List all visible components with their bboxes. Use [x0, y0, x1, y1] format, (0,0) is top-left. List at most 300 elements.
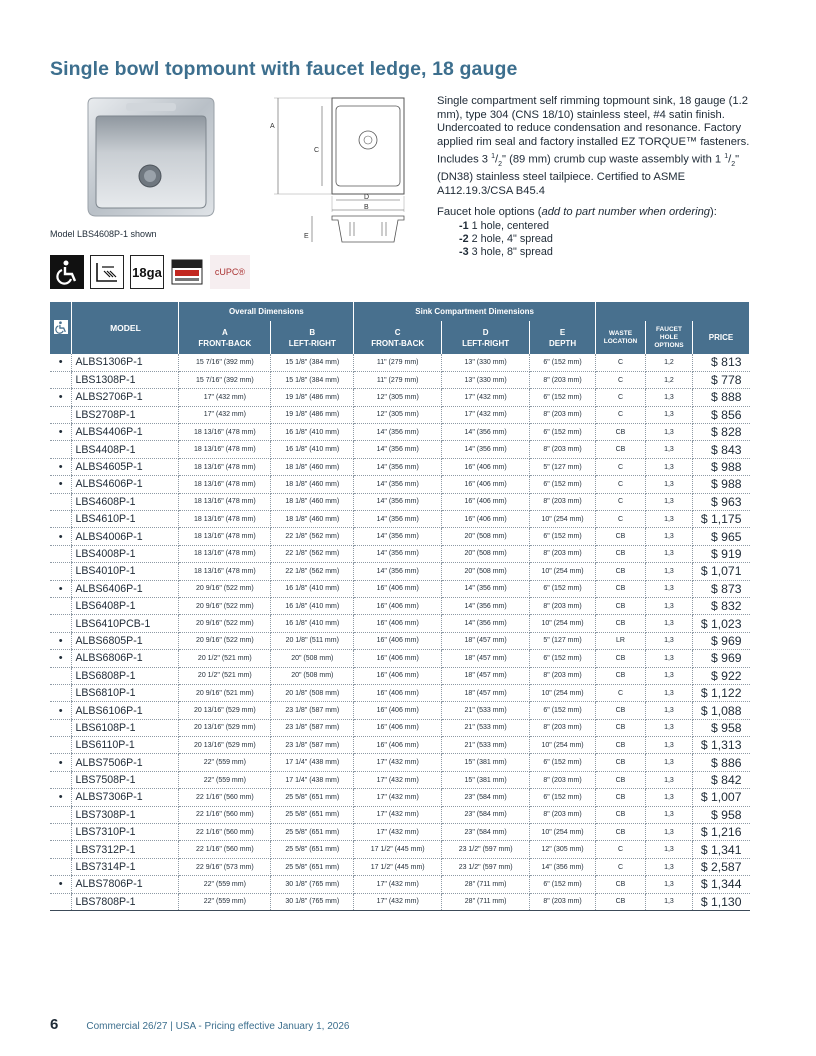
left-right-cell: 22 1/8" (562 mm): [271, 545, 354, 562]
table-row: [50, 389, 750, 406]
sink-left-right-cell: 18" (457 mm): [442, 650, 530, 667]
left-right-cell: 19 1/8" (486 mm): [271, 406, 354, 423]
table-row: [50, 806, 750, 823]
front-back-cell: 20 13/16" (529 mm): [179, 702, 271, 719]
ada-marker: [50, 737, 72, 754]
front-back-cell: 20 1/2" (521 mm): [179, 667, 271, 684]
front-back-cell: 15 7/16" (392 mm): [179, 371, 271, 388]
depth-cell: 8" (203 mm): [530, 719, 596, 736]
ada-marker: [50, 893, 72, 910]
depth-cell: 6" (152 mm): [530, 580, 596, 597]
faucet-holes-cell: 1,3: [645, 702, 692, 719]
ada-marker: [50, 824, 72, 841]
model-cell: LBS6108P-1: [72, 719, 179, 736]
ada-column-header: [50, 302, 72, 354]
model-cell: LBS4010P-1: [72, 563, 179, 580]
table-row: [50, 458, 750, 475]
sink-front-back-cell: 17" (432 mm): [354, 771, 442, 788]
model-cell: LBS7808P-1: [72, 893, 179, 910]
front-back-cell: 18 13/16" (478 mm): [179, 493, 271, 510]
front-back-cell: 22" (559 mm): [179, 876, 271, 893]
left-right-cell: 16 1/8" (410 mm): [271, 424, 354, 441]
ada-marker: •: [50, 424, 72, 441]
depth-cell: 6" (152 mm): [530, 876, 596, 893]
price-cell: $ 1,007: [692, 789, 749, 806]
sink-front-back-cell: 17" (432 mm): [354, 876, 442, 893]
faucet-option: -2 2 hole, 4" spread: [459, 233, 553, 245]
depth-cell: 10" (254 mm): [530, 563, 596, 580]
sink-front-back-cell: 11" (279 mm): [354, 354, 442, 371]
depth-cell: 8" (203 mm): [530, 771, 596, 788]
dim-label-d: D: [364, 194, 370, 201]
ada-marker: [50, 719, 72, 736]
price-cell: $ 958: [692, 806, 749, 823]
sink-left-right-cell: 21" (533 mm): [442, 719, 530, 736]
model-cell: ALBS4605P-1: [72, 458, 179, 475]
sink-left-right-cell: 18" (457 mm): [442, 667, 530, 684]
sink-left-right-cell: 16" (406 mm): [442, 476, 530, 493]
price-cell: $ 988: [692, 458, 749, 475]
sink-left-right-cell: 18" (457 mm): [442, 684, 530, 701]
waste-location-cell: C: [596, 458, 646, 475]
sink-front-back-cell: 16" (406 mm): [354, 632, 442, 649]
depth-cell: 10" (254 mm): [530, 615, 596, 632]
depth-cell: 14" (356 mm): [530, 858, 596, 875]
ada-marker: [50, 493, 72, 510]
left-right-cell: 18 1/8" (460 mm): [271, 458, 354, 475]
table-row: [50, 824, 750, 841]
dimension-diagram: [262, 92, 422, 252]
price-cell: $ 832: [692, 597, 749, 614]
specification-table: [50, 302, 750, 911]
front-back-cell: 22" (559 mm): [179, 754, 271, 771]
ada-marker: •: [50, 580, 72, 597]
sink-left-right-cell: 21" (533 mm): [442, 737, 530, 754]
price-cell: $ 813: [692, 354, 749, 371]
sink-front-back-cell: 11" (279 mm): [354, 371, 442, 388]
gauge-badge: 18ga: [130, 255, 164, 289]
sink-front-back-cell: 14" (356 mm): [354, 441, 442, 458]
sink-front-back-cell: 14" (356 mm): [354, 493, 442, 510]
faucet-holes-cell: 1,3: [645, 771, 692, 788]
waste-location-cell: CB: [596, 893, 646, 910]
depth-cell: 6" (152 mm): [530, 424, 596, 441]
depth-cell: 8" (203 mm): [530, 545, 596, 562]
faucet-holes-cell: 1,3: [645, 389, 692, 406]
waste-location-cell: CB: [596, 563, 646, 580]
faucet-holes-cell: 1,3: [645, 876, 692, 893]
ada-marker: [50, 858, 72, 875]
sink-left-right-cell: 21" (533 mm): [442, 702, 530, 719]
table-row: [50, 615, 750, 632]
front-back-cell: 18 13/16" (478 mm): [179, 476, 271, 493]
left-right-cell: 17 1/4" (438 mm): [271, 754, 354, 771]
front-back-cell: 20 9/16" (521 mm): [179, 684, 271, 701]
front-back-cell: 18 13/16" (478 mm): [179, 545, 271, 562]
faucet-holes-cell: 1,3: [645, 893, 692, 910]
model-cell: ALBS7306P-1: [72, 789, 179, 806]
price-cell: $ 1,088: [692, 702, 749, 719]
ada-marker: •: [50, 354, 72, 371]
model-cell: ALBS6106P-1: [72, 702, 179, 719]
faucet-holes-cell: 1,3: [645, 667, 692, 684]
table-row: [50, 632, 750, 649]
model-cell: ALBS6406P-1: [72, 580, 179, 597]
front-back-cell: 20 13/16" (529 mm): [179, 719, 271, 736]
depth-cell: 8" (203 mm): [530, 597, 596, 614]
front-back-cell: 22" (559 mm): [179, 893, 271, 910]
waste-location-cell: CB: [596, 424, 646, 441]
depth-cell: 10" (254 mm): [530, 737, 596, 754]
model-cell: LBS2708P-1: [72, 406, 179, 423]
sink-left-right-cell: 28" (711 mm): [442, 876, 530, 893]
sink-left-right-cell: 14" (356 mm): [442, 441, 530, 458]
dim-label-c: C: [314, 147, 320, 154]
sink-left-right-cell: 13" (330 mm): [442, 371, 530, 388]
ada-marker: [50, 667, 72, 684]
left-right-cell: 16 1/8" (410 mm): [271, 597, 354, 614]
sink-front-back-cell: 17 1/2" (445 mm): [354, 858, 442, 875]
faucet-holes-cell: 1,3: [645, 754, 692, 771]
faucet-holes-cell: 1,3: [645, 493, 692, 510]
table-row: [50, 406, 750, 423]
price-cell: $ 886: [692, 754, 749, 771]
table-row: [50, 771, 750, 788]
column-header-waste: WASTE LOCATION: [596, 321, 646, 354]
sink-left-right-cell: 14" (356 mm): [442, 615, 530, 632]
waste-location-cell: LR: [596, 632, 646, 649]
sink-front-back-cell: 16" (406 mm): [354, 737, 442, 754]
table-row: [50, 876, 750, 893]
sink-left-right-cell: 14" (356 mm): [442, 597, 530, 614]
model-cell: LBS6808P-1: [72, 667, 179, 684]
price-cell: $ 843: [692, 441, 749, 458]
faucet-holes-cell: 1,3: [645, 615, 692, 632]
product-description: Single compartment self rimming topmount sink, 18 gauge (1.2 mm), type 304 (CNS 18/10) stainless steel, #4 satin finish. Undercoated to reduce condensation and resonance. Factory applied rim seal and factory installed EZ TORQUE™ fasteners. Includes 3 $^1/_2$" (89 mm) crumb cup waste assembly with 1 $^1/_2$" (DN38) stainless steel tailpiece. Certified to ASME A112.19.3/CSA B45.4: [437, 95, 750, 198]
waste-location-cell: CB: [596, 650, 646, 667]
waste-location-cell: C: [596, 406, 646, 423]
depth-cell: 6" (152 mm): [530, 650, 596, 667]
waste-location-cell: CB: [596, 737, 646, 754]
column-header-model: MODEL: [72, 302, 179, 354]
column-header-e: E DEPTH: [530, 321, 596, 354]
sink-front-back-cell: 12" (305 mm): [354, 406, 442, 423]
sink-left-right-cell: 14" (356 mm): [442, 424, 530, 441]
faucet-holes-cell: 1,3: [645, 528, 692, 545]
left-right-cell: 25 5/8" (651 mm): [271, 858, 354, 875]
waste-location-cell: CB: [596, 580, 646, 597]
left-right-cell: 22 1/8" (562 mm): [271, 563, 354, 580]
price-cell: $ 969: [692, 650, 749, 667]
left-right-cell: 16 1/8" (410 mm): [271, 615, 354, 632]
ada-marker: •: [50, 876, 72, 893]
sink-front-back-cell: 14" (356 mm): [354, 528, 442, 545]
faucet-holes-cell: 1,2: [645, 371, 692, 388]
left-right-cell: 25 5/8" (651 mm): [271, 841, 354, 858]
page-title: Single bowl topmount with faucet ledge, 18 gauge: [50, 58, 518, 80]
faucet-holes-cell: 1,3: [645, 824, 692, 841]
left-right-cell: 20" (508 mm): [271, 667, 354, 684]
table-row: [50, 650, 750, 667]
sink-front-back-cell: 16" (406 mm): [354, 684, 442, 701]
table-row: [50, 371, 750, 388]
waste-location-cell: CB: [596, 615, 646, 632]
faucet-holes-cell: 1,3: [645, 841, 692, 858]
depth-cell: 6" (152 mm): [530, 754, 596, 771]
ada-marker: [50, 597, 72, 614]
sink-front-back-cell: 14" (356 mm): [354, 563, 442, 580]
sink-front-back-cell: 14" (356 mm): [354, 511, 442, 528]
waste-location-cell: C: [596, 476, 646, 493]
left-right-cell: 30 1/8" (765 mm): [271, 893, 354, 910]
table-row: [50, 493, 750, 510]
table-row: [50, 702, 750, 719]
left-right-cell: 17 1/4" (438 mm): [271, 771, 354, 788]
table-row: [50, 754, 750, 771]
price-cell: $ 842: [692, 771, 749, 788]
ada-marker: •: [50, 789, 72, 806]
model-cell: ALBS2706P-1: [72, 389, 179, 406]
price-cell: $ 2,587: [692, 858, 749, 875]
faucet-holes-cell: 1,3: [645, 424, 692, 441]
column-header-price: PRICE: [692, 321, 749, 354]
faucet-holes-cell: 1,3: [645, 632, 692, 649]
price-cell: $ 1,071: [692, 563, 749, 580]
table-row: [50, 545, 750, 562]
price-cell: $ 1,344: [692, 876, 749, 893]
ada-marker: •: [50, 458, 72, 475]
table-row: [50, 667, 750, 684]
waste-location-cell: CB: [596, 528, 646, 545]
depth-cell: 8" (203 mm): [530, 406, 596, 423]
price-cell: $ 778: [692, 371, 749, 388]
faucet-option: -3 3 hole, 8" spread: [459, 246, 553, 259]
left-right-cell: 19 1/8" (486 mm): [271, 389, 354, 406]
sink-front-back-cell: 17" (432 mm): [354, 824, 442, 841]
ada-marker: [50, 563, 72, 580]
model-cell: ALBS4606P-1: [72, 476, 179, 493]
photo-caption: Model LBS4608P-1 shown: [50, 229, 157, 239]
faucet-holes-cell: 1,3: [645, 597, 692, 614]
faucet-holes-cell: 1,3: [645, 789, 692, 806]
left-right-cell: 25 5/8" (651 mm): [271, 789, 354, 806]
price-cell: $ 888: [692, 389, 749, 406]
sink-front-back-cell: 16" (406 mm): [354, 719, 442, 736]
upc-certification-badge: cUPC®: [210, 255, 250, 289]
sink-left-right-cell: 13" (330 mm): [442, 354, 530, 371]
faucet-hole-options: Faucet hole options (add to part number when ordering): -1 1 hole, centered -2 2 hole, 4" spread -3 3 hole, 8" spread: [437, 206, 759, 260]
model-cell: ALBS7506P-1: [72, 754, 179, 771]
depth-cell: 10" (254 mm): [530, 684, 596, 701]
table-row: [50, 424, 750, 441]
ada-marker: [50, 615, 72, 632]
depth-cell: 12" (305 mm): [530, 841, 596, 858]
waste-location-cell: C: [596, 354, 646, 371]
table-row: [50, 737, 750, 754]
table-row: [50, 789, 750, 806]
waste-location-cell: CB: [596, 771, 646, 788]
ada-marker: [50, 771, 72, 788]
left-right-cell: 15 1/8" (384 mm): [271, 354, 354, 371]
sink-left-right-cell: 17" (432 mm): [442, 389, 530, 406]
faucet-holes-cell: 1,3: [645, 441, 692, 458]
front-back-cell: 18 13/16" (478 mm): [179, 424, 271, 441]
ada-marker: •: [50, 754, 72, 771]
waste-location-cell: CB: [596, 702, 646, 719]
model-cell: ALBS6805P-1: [72, 632, 179, 649]
left-right-cell: 25 5/8" (651 mm): [271, 806, 354, 823]
front-back-cell: 22 9/16" (573 mm): [179, 858, 271, 875]
front-back-cell: 17" (432 mm): [179, 389, 271, 406]
waste-location-cell: CB: [596, 824, 646, 841]
faucet-holes-cell: 1,3: [645, 580, 692, 597]
sink-front-back-cell: 16" (406 mm): [354, 580, 442, 597]
waste-location-cell: CB: [596, 441, 646, 458]
depth-cell: 5" (127 mm): [530, 632, 596, 649]
price-cell: $ 828: [692, 424, 749, 441]
depth-cell: 6" (152 mm): [530, 476, 596, 493]
left-right-cell: 22 1/8" (562 mm): [271, 528, 354, 545]
ledge-profile-icon: [90, 255, 124, 289]
left-right-cell: 16 1/8" (410 mm): [271, 580, 354, 597]
left-right-cell: 30 1/8" (765 mm): [271, 876, 354, 893]
sink-front-back-cell: 16" (406 mm): [354, 650, 442, 667]
waste-location-cell: CB: [596, 545, 646, 562]
left-right-cell: 16 1/8" (410 mm): [271, 441, 354, 458]
sink-left-right-cell: 18" (457 mm): [442, 632, 530, 649]
left-right-cell: 18 1/8" (460 mm): [271, 476, 354, 493]
price-cell: $ 856: [692, 406, 749, 423]
front-back-cell: 18 13/16" (478 mm): [179, 441, 271, 458]
price-cell: $ 969: [692, 632, 749, 649]
depth-cell: 5" (127 mm): [530, 458, 596, 475]
faucet-holes-cell: 1,3: [645, 684, 692, 701]
ada-wheelchair-icon: [50, 255, 84, 289]
dim-label-b: B: [364, 204, 369, 211]
waste-location-cell: C: [596, 841, 646, 858]
ada-marker: [50, 841, 72, 858]
front-back-cell: 18 13/16" (478 mm): [179, 528, 271, 545]
model-cell: ALBS4006P-1: [72, 528, 179, 545]
sink-front-back-cell: 14" (356 mm): [354, 458, 442, 475]
dim-label-a: A: [270, 123, 275, 130]
model-cell: LBS7314P-1: [72, 858, 179, 875]
table-row: [50, 580, 750, 597]
price-cell: $ 958: [692, 719, 749, 736]
sink-left-right-cell: 23 1/2" (597 mm): [442, 841, 530, 858]
faucet-holes-cell: 1,3: [645, 650, 692, 667]
waste-location-cell: C: [596, 371, 646, 388]
depth-cell: 6" (152 mm): [530, 389, 596, 406]
model-cell: LBS6410PCB-1: [72, 615, 179, 632]
faucet-holes-cell: 1,3: [645, 719, 692, 736]
group-header-sink: Sink Compartment Dimensions: [354, 302, 596, 321]
model-cell: LBS7312P-1: [72, 841, 179, 858]
table-row: [50, 476, 750, 493]
sink-left-right-cell: 14" (356 mm): [442, 580, 530, 597]
model-cell: ALBS6806P-1: [72, 650, 179, 667]
waste-location-cell: CB: [596, 754, 646, 771]
faucet-holes-cell: 1,3: [645, 806, 692, 823]
faucet-holes-cell: 1,3: [645, 737, 692, 754]
table-row: [50, 441, 750, 458]
faucet-holes-cell: 1,3: [645, 545, 692, 562]
sink-left-right-cell: 23" (584 mm): [442, 806, 530, 823]
sink-left-right-cell: 20" (508 mm): [442, 563, 530, 580]
front-back-cell: 18 13/16" (478 mm): [179, 511, 271, 528]
ada-marker: •: [50, 632, 72, 649]
waste-location-cell: CB: [596, 667, 646, 684]
sink-front-back-cell: 16" (406 mm): [354, 597, 442, 614]
model-cell: LBS4608P-1: [72, 493, 179, 510]
waste-location-cell: CB: [596, 806, 646, 823]
left-right-cell: 18 1/8" (460 mm): [271, 511, 354, 528]
front-back-cell: 22 1/16" (560 mm): [179, 789, 271, 806]
table-row: [50, 563, 750, 580]
ez-torque-logo-icon: [170, 255, 204, 289]
model-cell: ALBS7806P-1: [72, 876, 179, 893]
ada-marker: [50, 511, 72, 528]
model-cell: LBS6810P-1: [72, 684, 179, 701]
faucet-option: -1 1 hole, centered: [459, 219, 550, 232]
model-cell: ALBS1306P-1: [72, 354, 179, 371]
table-row: [50, 719, 750, 736]
sink-left-right-cell: 17" (432 mm): [442, 406, 530, 423]
ada-marker: •: [50, 476, 72, 493]
sink-left-right-cell: 15" (381 mm): [442, 771, 530, 788]
price-cell: $ 1,130: [692, 893, 749, 910]
ada-marker: [50, 406, 72, 423]
depth-cell: 8" (203 mm): [530, 667, 596, 684]
column-header-d: D LEFT-RIGHT: [442, 321, 530, 354]
left-right-cell: 25 5/8" (651 mm): [271, 824, 354, 841]
faucet-holes-cell: 1,3: [645, 511, 692, 528]
left-right-cell: 20 1/8" (508 mm): [271, 684, 354, 701]
model-cell: LBS6110P-1: [72, 737, 179, 754]
front-back-cell: 18 13/16" (478 mm): [179, 458, 271, 475]
footer-text: Commercial 26/27 | USA - Pricing effective January 1, 2026: [86, 1021, 350, 1032]
sink-left-right-cell: 23 1/2" (597 mm): [442, 858, 530, 875]
sink-left-right-cell: 23" (584 mm): [442, 789, 530, 806]
sink-front-back-cell: 17" (432 mm): [354, 754, 442, 771]
table-row: [50, 684, 750, 701]
price-cell: $ 922: [692, 667, 749, 684]
sink-front-back-cell: 14" (356 mm): [354, 424, 442, 441]
sink-left-right-cell: 16" (406 mm): [442, 458, 530, 475]
waste-location-cell: C: [596, 684, 646, 701]
front-back-cell: 15 7/16" (392 mm): [179, 354, 271, 371]
sink-photo: [86, 96, 216, 218]
faucet-holes-cell: 1,3: [645, 563, 692, 580]
front-back-cell: 20 1/2" (521 mm): [179, 650, 271, 667]
price-cell: $ 1,175: [692, 511, 749, 528]
price-cell: $ 1,341: [692, 841, 749, 858]
sink-front-back-cell: 16" (406 mm): [354, 702, 442, 719]
sink-front-back-cell: 14" (356 mm): [354, 545, 442, 562]
column-header-c: C FRONT-BACK: [354, 321, 442, 354]
ada-marker: [50, 371, 72, 388]
sink-left-right-cell: 28" (711 mm): [442, 893, 530, 910]
ada-marker: •: [50, 702, 72, 719]
column-header-b: B LEFT-RIGHT: [271, 321, 354, 354]
model-cell: LBS4408P-1: [72, 441, 179, 458]
front-back-cell: 22 1/16" (560 mm): [179, 824, 271, 841]
sink-left-right-cell: 16" (406 mm): [442, 511, 530, 528]
depth-cell: 6" (152 mm): [530, 528, 596, 545]
waste-location-cell: CB: [596, 719, 646, 736]
left-right-cell: 18 1/8" (460 mm): [271, 493, 354, 510]
sink-front-back-cell: 17" (432 mm): [354, 893, 442, 910]
